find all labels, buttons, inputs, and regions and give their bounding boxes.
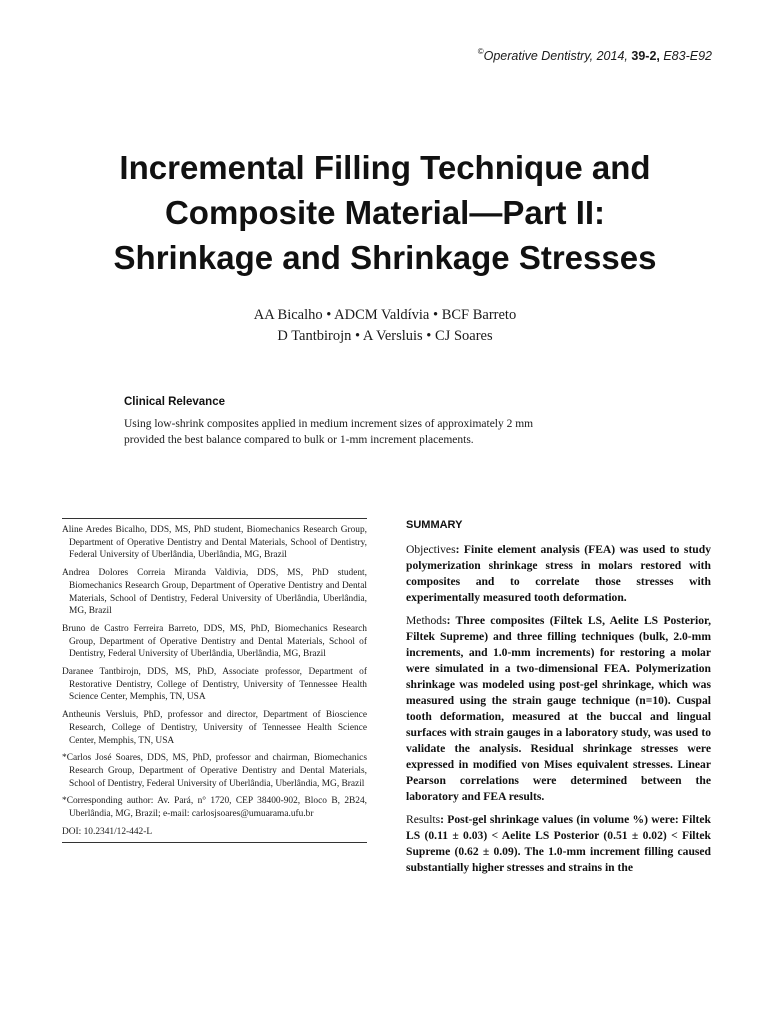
- objectives-text: : Finite element analysis (FEA) was used to study polymerization shrinkage stress in molars restored with composites and to correlate those stresses with experimentally measured tooth deformation.: [406, 543, 711, 604]
- results-text: : Post-gel shrinkage values (in volume %) were: Filtek LS (0.11 ± 0.03) < Aelite LS Posterior (0.51 ± 0.02) < Filtek Supreme (0.62 ± 0.09). The 1.0-mm increment filling caused substantially higher stresses and strains in the: [406, 813, 711, 874]
- summary-methods: [406, 613, 711, 805]
- results-label: Results: [406, 813, 441, 826]
- authors-line-1: AA Bicalho • ADCM Valdívia • BCF Barreto: [253, 307, 517, 323]
- title-line-2: Composite Material—Part II:: [164, 194, 606, 231]
- methods-text: : Three composites (Filtek LS, Aelite LS Posterior, Filtek Supreme) and three filling techniques (bulk, 2.0-mm increments, and 1.0-mm increments) for restoring a molar were simulated in a two-dimensional FEA. Polymerization shrinkage was modeled using post-gel shrinkage, which was measured using the strain gauge technique (n=10). Cuspal tooth deformation, measured at the buccal and lingual surfaces with strain gauges in a laboratory study, was used to validate the analysis. Residual shrinkage stresses were expressed in modified von Mises equivalent stresses. Linear Pearson correlations were determined between the laboratory and FEA results.: [406, 614, 711, 803]
- clinical-relevance-line-1: Using low-shrink composites applied in medium increment sizes of approximately 2 mm: [124, 418, 534, 430]
- affiliation-valdivia: Andrea Dolores Correia Miranda Valdivia, DDS, MS, PhD student, Biomechanics Research Group, Department of Operative Dentistry and Dental Materials, School of Dentistry, Federal University of Uberlândia, Uberlândia, MG, Brazil: [62, 568, 367, 617]
- title-line-3: Shrinkage and Shrinkage Stresses: [113, 239, 657, 276]
- summary-column: [406, 517, 711, 883]
- corresponding-author: *Corresponding author: Av. Pará, n° 1720, CEP 38400-902, Bloco B, 2B24, Uberlândia, MG, Brazil; e-mail: carlosjsoares@umuarama.ufu.br: [62, 796, 367, 820]
- clinical-relevance-heading: Clinical Relevance: [124, 396, 225, 408]
- summary-results: [406, 812, 711, 876]
- affiliation-versluis: Antheunis Versluis, PhD, professor and director, Department of Bioscience Research, College of Dentistry, University of Tennessee Health Science Center, Memphis, TN, USA: [62, 710, 367, 746]
- affiliation-tantbirojn: Daranee Tantbirojn, DDS, MS, PhD, Associate professor, Department of Restorative Dentistry, College of Dentistry, University of Tennessee Health Science Center, Memphis, TN, USA: [62, 667, 367, 703]
- methods-label: Methods: [406, 614, 447, 627]
- objectives-label: Objectives: [406, 543, 456, 556]
- affiliation-soares: *Carlos José Soares, DDS, MS, PhD, professor and chairman, Biomechanics Research Group, Department of Operative Dentistry and Dental Materials, School of Dentistry, Federal University of Uberlândia, Uberlândia, MG, Brazil: [62, 753, 367, 789]
- title-line-1: Incremental Filling Technique and: [119, 149, 651, 186]
- article-title: [40, 145, 730, 280]
- affiliation-bicalho: Aline Aredes Bicalho, DDS, MS, PhD student, Biomechanics Research Group, Department of Operative Dentistry and Dental Materials, School of Dentistry, Federal University of Uberlândia, Uberlândia, MG, Brazil: [62, 525, 367, 561]
- author-list: [100, 305, 670, 347]
- affiliation-barreto: Bruno de Castro Ferreira Barreto, DDS, MS, PhD, Biomechanics Research Group, Department of Operative Dentistry and Dental Materials, School of Dentistry, Federal University of Uberlândia, Uberlândia, MG, Brazil: [62, 623, 367, 660]
- doi: DOI: 10.2341/12-442-L: [62, 826, 367, 844]
- clinical-relevance-line-2: provided the best balance compared to bulk or 1-mm increment placements.: [124, 434, 474, 446]
- journal-citation: [478, 49, 712, 63]
- summary-objectives: [406, 542, 711, 606]
- copyright-symbol: ©: [477, 47, 484, 56]
- journal-name: Operative Dentistry, 2014,: [483, 49, 632, 63]
- journal-volume: 39-2,: [631, 49, 660, 63]
- affiliations-column: [62, 518, 367, 843]
- authors-line-2: D Tantbirojn • A Versluis • CJ Soares: [277, 328, 493, 344]
- journal-pages: E83-E92: [659, 49, 712, 63]
- summary-heading: SUMMARY: [406, 519, 463, 531]
- clinical-relevance-text: [124, 416, 664, 448]
